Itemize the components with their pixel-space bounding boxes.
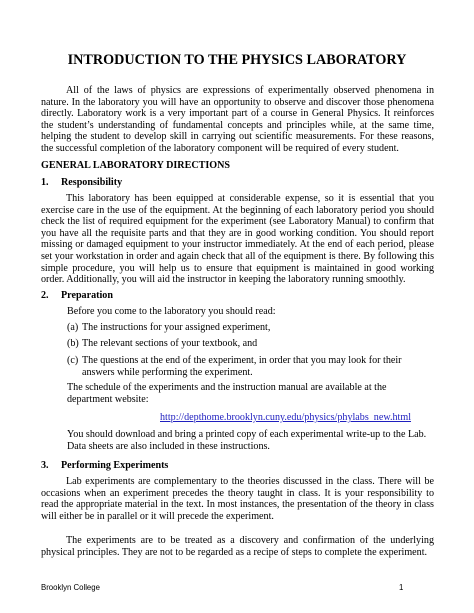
prep-item-c-label: (c) bbox=[67, 355, 79, 366]
section-1-paragraph: This laboratory has been equipped at considerable expense, so it is essential that you exercise care in the use of the equipment. At the beginning of each laboratory period you should check the list of required equipment for the experiment (see Laboratory Manual) to confirm that you have all the requisite parts and that they are in good working condition. You should report missing or damaged equipment to your instructor immediately. At the end of each period, please set your workstation in order and again check that all of the equipment is there. By following this simple procedure, you will help us to ensure that equipment is maintained in good working order. Additionally, you will aid the instructor in keeping the laboratory running smoothly. bbox=[41, 193, 435, 286]
page-number: 1 bbox=[399, 583, 404, 592]
general-directions-heading: GENERAL LABORATORY DIRECTIONS bbox=[41, 160, 231, 171]
section-2-title: Preparation bbox=[61, 290, 113, 301]
prep-item-b-label: (b) bbox=[67, 338, 79, 349]
section-2-download: You should download and bring a printed copy of each experimental write-up to the Lab. Data sheets are also included in these instructions. bbox=[67, 429, 427, 452]
prep-item-a-text: The instructions for your assigned experiment, bbox=[82, 322, 271, 333]
section-1-number: 1. bbox=[41, 177, 49, 188]
section-1-title: Responsibility bbox=[61, 177, 123, 188]
section-3-paragraph-2: The experiments are to be treated as a discovery and confirmation of the underlying physical principles. They are not to be regarded as a recipe of steps to complete the experiment. bbox=[41, 535, 434, 558]
footer-institution: Brooklyn College bbox=[41, 583, 100, 592]
section-3-paragraph-1: Lab experiments are complementary to the theories discussed in the class. There will be occasions when an experiment precedes the theory taught in class. It is your responsibility to read the appropriate material in the text. In most instances, the presentation of the theory in class will either be in parallel or it will precede the experiment. bbox=[41, 476, 434, 522]
prep-item-b-text: The relevant sections of your textbook, and bbox=[82, 338, 258, 349]
page-title: INTRODUCTION TO THE PHYSICS LABORATORY bbox=[67, 52, 407, 68]
section-3-number: 3. bbox=[41, 460, 49, 471]
labs-website-link[interactable]: http://depthome.brooklyn.cuny.edu/physics/phylabs_new.html bbox=[160, 412, 412, 423]
prep-item-a-label: (a) bbox=[67, 322, 79, 333]
prep-item-c-text: The questions at the end of the experiment, in order that you may look for their answers while performing the experiment. bbox=[82, 355, 402, 378]
section-3-title: Performing Experiments bbox=[61, 460, 169, 471]
section-2-schedule: The schedule of the experiments and the instruction manual are available at the department website: bbox=[67, 382, 387, 405]
section-2-number: 2. bbox=[41, 290, 49, 301]
intro-paragraph: All of the laws of physics are expressions of experimentally observed phenomena in nature. In the laboratory you will have an opportunity to observe and discover those phenomena directly. Laboratory work is a very important part of a course in General Physics. It reinforces the student’s understanding of fundamental concepts and principles while, at the same time, helping the student to develop skill in carrying out scientific measurements. For these reasons, the successful completion of the laboratory component will be required of every student. bbox=[41, 85, 434, 154]
section-2-lead: Before you come to the laboratory you should read: bbox=[67, 306, 276, 317]
